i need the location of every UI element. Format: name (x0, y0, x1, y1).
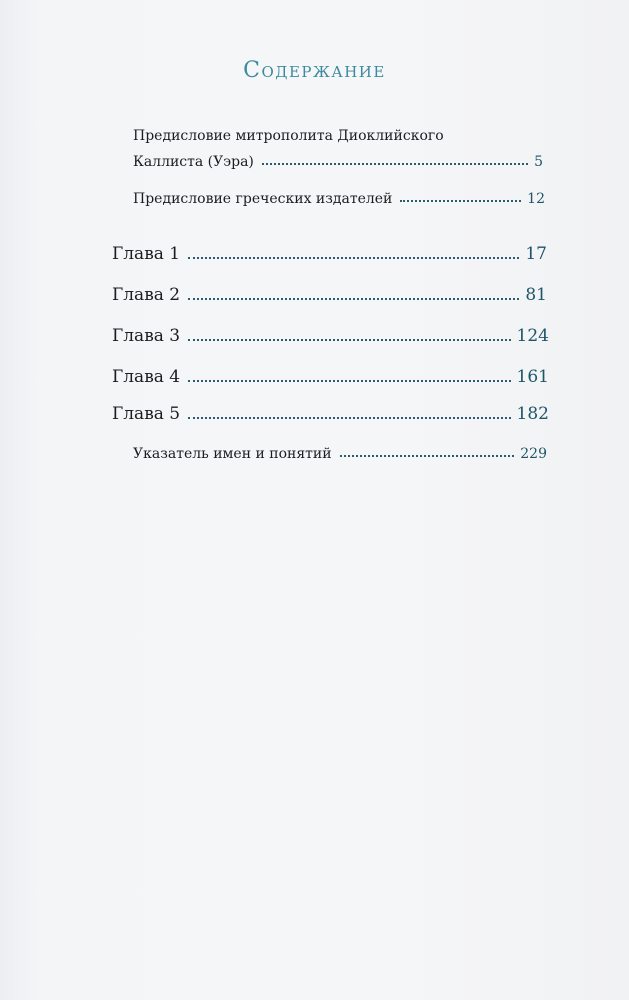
toc-page-number: 17 (525, 244, 547, 264)
toc-entry-publishers (133, 191, 545, 207)
page-title: Содержание (243, 58, 386, 83)
toc-entry-label: Глава 5 (112, 404, 181, 424)
toc-page-number: 161 (516, 367, 549, 387)
toc-entry-chapter-4 (112, 367, 549, 387)
toc-entry-chapter-5 (112, 404, 549, 424)
toc-page-number: 5 (534, 154, 543, 170)
toc-entry-chapter-2 (112, 285, 547, 305)
dot-leader (188, 339, 510, 341)
toc-entry-label: Глава 3 (112, 326, 181, 346)
toc-entry-label: Каллиста (Уэра) (133, 154, 254, 170)
toc-page-number: 124 (516, 326, 549, 346)
toc-page-number: 81 (525, 285, 547, 305)
toc-entry-chapter-3 (112, 326, 549, 346)
toc-entry-label: Предисловие греческих издателей (133, 191, 393, 207)
toc-entry-label: Указатель имен и понятий (133, 446, 332, 462)
toc-entry-index (133, 446, 547, 462)
dot-leader (400, 200, 521, 202)
dot-leader (188, 257, 519, 259)
dot-leader (188, 380, 510, 382)
dot-leader (340, 455, 515, 457)
toc-page-number: 182 (516, 404, 549, 424)
dot-leader (188, 298, 519, 300)
dot-leader (262, 163, 528, 165)
toc-page-number: 12 (527, 191, 545, 207)
dot-leader (188, 417, 510, 419)
toc-entry-metropolitan (133, 154, 543, 170)
toc-entry-chapter-1 (112, 244, 547, 264)
toc-entry-label: Глава 2 (112, 285, 181, 305)
toc-entry-label: Глава 4 (112, 367, 181, 387)
toc-page-number: 229 (520, 446, 547, 462)
toc-entry-label: Глава 1 (112, 244, 181, 264)
toc-entry-metropolitan-line1: Предисловие митрополита Диоклийского (133, 128, 444, 144)
